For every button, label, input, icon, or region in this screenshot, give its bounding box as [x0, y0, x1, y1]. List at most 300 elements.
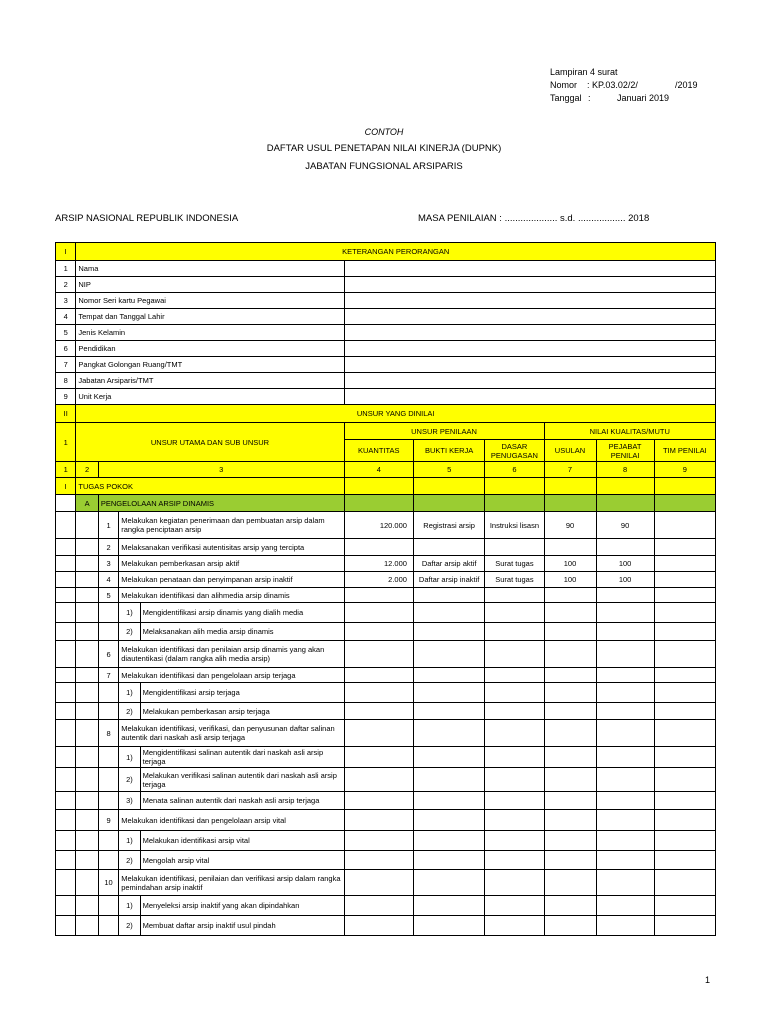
row-number: 1 — [56, 261, 76, 277]
empty-cell — [76, 720, 98, 747]
pejabat-value — [596, 683, 654, 703]
usulan-value — [544, 703, 596, 720]
personal-field-value — [344, 341, 715, 357]
tugas-label: TUGAS POKOK — [76, 478, 344, 495]
pejabat-value — [596, 768, 654, 792]
usulan-value — [544, 747, 596, 768]
sub-item-number: 1) — [119, 747, 140, 768]
usulan-value — [544, 810, 596, 831]
empty-cell — [56, 623, 76, 641]
sub-item-number: 1) — [119, 831, 140, 851]
empty-cell — [56, 810, 76, 831]
dasar-penugasan-value: Surat tugas — [485, 572, 544, 588]
kuantitas-value — [344, 747, 413, 768]
personal-field-label: Nama — [76, 261, 344, 277]
item-description: Melakukan identifikasi dan alihmedia arsip dinamis — [119, 588, 344, 603]
personal-info-row — [56, 293, 716, 309]
item-description: Melakukan identifikasi, verifikasi, dan penyusunan daftar salinan autentik dari naskah asli arsip terjaga — [119, 720, 344, 747]
column-number-row — [56, 462, 716, 478]
empty-cell — [76, 916, 98, 936]
row-number: 7 — [56, 357, 76, 373]
row-number: 8 — [56, 373, 76, 389]
personal-field-value — [344, 293, 715, 309]
nomor-value: : KP.03.02/2/ — [587, 80, 638, 90]
item-number: 10 — [98, 870, 118, 896]
usulan-value — [544, 792, 596, 810]
usulan-value — [544, 588, 596, 603]
empty-cell — [76, 683, 98, 703]
dupnk-table — [55, 242, 716, 936]
pejabat-value: 100 — [596, 572, 654, 588]
pejabat-value — [596, 641, 654, 668]
empty-cell — [76, 588, 98, 603]
tim-penilai-value — [654, 588, 715, 603]
item-description: Melakukan pemberkasan arsip aktif — [119, 556, 344, 572]
tim-penilai-value — [654, 668, 715, 683]
empty-cell — [56, 703, 76, 720]
empty-cell — [344, 495, 413, 512]
tim-penilai-value — [654, 572, 715, 588]
empty-cell — [98, 831, 118, 851]
tim-penilai-value — [654, 720, 715, 747]
item-row — [56, 792, 716, 810]
sub-item-number: 1) — [119, 896, 140, 916]
item-number: 4 — [98, 572, 118, 588]
unsur-penilaan-header: UNSUR PENILAAN — [344, 423, 544, 440]
bukti-kerja-value — [413, 870, 484, 896]
kuantitas-value — [344, 870, 413, 896]
empty-cell — [56, 831, 76, 851]
usulan-value — [544, 870, 596, 896]
personal-field-label: Jabatan Arsiparis/TMT — [76, 373, 344, 389]
empty-cell — [76, 512, 98, 539]
col-num: 2 — [76, 462, 98, 478]
masa-penilaian: MASA PENILAIAN : .................... s.d. .................. 2018 — [418, 213, 650, 224]
bukti-kerja-value: Daftar arsip inaktif — [413, 572, 484, 588]
col-usulan-header: USULAN — [544, 440, 596, 462]
usulan-value — [544, 641, 596, 668]
item-row — [56, 831, 716, 851]
bukti-kerja-value — [413, 831, 484, 851]
empty-cell — [485, 478, 544, 495]
personal-info-row — [56, 261, 716, 277]
kuantitas-value: 2.000 — [344, 572, 413, 588]
section-1-header — [56, 243, 716, 261]
tim-penilai-value — [654, 703, 715, 720]
item-description: Melakukan identifikasi, penilaian dan verifikasi arsip dalam rangka pemindahan arsip inaktif — [119, 870, 344, 896]
empty-cell — [56, 603, 76, 623]
sub-item-description: Mengolah arsip vital — [140, 851, 344, 870]
usulan-value — [544, 623, 596, 641]
usulan-value — [544, 683, 596, 703]
personal-field-label: Pangkat Golongan Ruang/TMT — [76, 357, 344, 373]
empty-cell — [56, 720, 76, 747]
empty-cell — [56, 572, 76, 588]
column-header-row-1 — [56, 423, 716, 440]
empty-cell — [413, 478, 484, 495]
usulan-value — [544, 851, 596, 870]
empty-cell — [485, 495, 544, 512]
bukti-kerja-value — [413, 668, 484, 683]
empty-cell — [56, 683, 76, 703]
empty-cell — [76, 668, 98, 683]
sub-item-description: Mengidentifikasi arsip dinamis yang dialih media — [140, 603, 344, 623]
empty-cell — [98, 747, 118, 768]
section-1-num: I — [56, 243, 76, 261]
col-no-header: 1 — [56, 423, 76, 462]
empty-cell — [56, 588, 76, 603]
dasar-penugasan-value — [485, 870, 544, 896]
kuantitas-value — [344, 810, 413, 831]
empty-cell — [56, 851, 76, 870]
personal-field-label: Tempat dan Tanggal Lahir — [76, 309, 344, 325]
personal-info-row — [56, 389, 716, 405]
pejabat-value — [596, 623, 654, 641]
bukti-kerja-value — [413, 851, 484, 870]
bukti-kerja-value — [413, 810, 484, 831]
page-title: DAFTAR USUL PENETAPAN NILAI KINERJA (DUPNK) — [266, 143, 502, 154]
empty-cell — [76, 870, 98, 896]
dasar-penugasan-value — [485, 768, 544, 792]
kuantitas-value — [344, 668, 413, 683]
kuantitas-value — [344, 720, 413, 747]
empty-cell — [98, 851, 118, 870]
col-unsur-header: UNSUR UTAMA DAN SUB UNSUR — [76, 423, 344, 462]
item-number: 2 — [98, 539, 118, 556]
dasar-penugasan-value — [485, 747, 544, 768]
empty-cell — [98, 683, 118, 703]
dasar-penugasan-value — [485, 916, 544, 936]
nomor-year: /2019 — [675, 80, 698, 90]
col-kuantitas-header: KUANTITAS — [344, 440, 413, 462]
kuantitas-value — [344, 792, 413, 810]
kuantitas-value: 120.000 — [344, 512, 413, 539]
item-description: Melakukan identifikasi dan pengelolaan arsip vital — [119, 810, 344, 831]
col-num: 5 — [413, 462, 484, 478]
row-number: 2 — [56, 277, 76, 293]
personal-info-row — [56, 357, 716, 373]
sub-item-description: Melakukan pemberkasan arsip terjaga — [140, 703, 344, 720]
sub-item-description: Mengidentifikasi salinan autentik dari naskah asli arsip terjaga — [140, 747, 344, 768]
empty-cell — [413, 495, 484, 512]
tim-penilai-value — [654, 896, 715, 916]
item-row — [56, 603, 716, 623]
item-number: 3 — [98, 556, 118, 572]
tim-penilai-value — [654, 810, 715, 831]
empty-cell — [98, 768, 118, 792]
empty-cell — [98, 703, 118, 720]
sub-item-number: 2) — [119, 703, 140, 720]
pejabat-value — [596, 851, 654, 870]
tim-penilai-value — [654, 623, 715, 641]
dasar-penugasan-value: Instruksi lisasn — [485, 512, 544, 539]
bukti-kerja-value — [413, 588, 484, 603]
sub-item-description: Menata salinan autentik dari naskah asli arsip terjaga — [140, 792, 344, 810]
personal-info-row — [56, 277, 716, 293]
item-row — [56, 588, 716, 603]
dasar-penugasan-value — [485, 896, 544, 916]
empty-cell — [76, 539, 98, 556]
tim-penilai-value — [654, 851, 715, 870]
item-row — [56, 539, 716, 556]
personal-field-value — [344, 357, 715, 373]
empty-cell — [76, 896, 98, 916]
empty-cell — [76, 572, 98, 588]
kuantitas-value — [344, 831, 413, 851]
empty-cell — [98, 603, 118, 623]
col-num: 1 — [56, 462, 76, 478]
sub-item-number: 1) — [119, 683, 140, 703]
empty-cell — [56, 495, 76, 512]
pejabat-value — [596, 896, 654, 916]
kuantitas-value — [344, 768, 413, 792]
item-row — [56, 683, 716, 703]
empty-cell — [76, 831, 98, 851]
page-number: 1 — [705, 975, 711, 985]
pejabat-value — [596, 603, 654, 623]
section-2-title: UNSUR YANG DINILAI — [76, 405, 716, 423]
personal-field-value — [344, 261, 715, 277]
row-number: 5 — [56, 325, 76, 341]
empty-cell — [76, 603, 98, 623]
empty-cell — [76, 703, 98, 720]
bukti-kerja-value — [413, 896, 484, 916]
pejabat-value: 100 — [596, 556, 654, 572]
kuantitas-value — [344, 896, 413, 916]
usulan-value — [544, 603, 596, 623]
tanggal-sep: : — [588, 93, 591, 103]
empty-cell — [544, 495, 596, 512]
empty-cell — [596, 478, 654, 495]
empty-cell — [344, 478, 413, 495]
bukti-kerja-value — [413, 623, 484, 641]
tanggal-value: Januari 2019 — [617, 93, 670, 103]
pejabat-value — [596, 703, 654, 720]
empty-cell — [56, 668, 76, 683]
tim-penilai-value — [654, 556, 715, 572]
kuantitas-value — [344, 703, 413, 720]
item-description: Melakukan identifikasi dan pengelolaan arsip terjaga — [119, 668, 344, 683]
usulan-value — [544, 916, 596, 936]
sub-item-number: 2) — [119, 623, 140, 641]
usulan-value — [544, 720, 596, 747]
col-num: 7 — [544, 462, 596, 478]
row-number: 9 — [56, 389, 76, 405]
lampiran-text: Lampiran 4 surat — [550, 67, 618, 77]
empty-cell — [56, 539, 76, 556]
bukti-kerja-value: Registrasi arsip — [413, 512, 484, 539]
dasar-penugasan-value — [485, 683, 544, 703]
nilai-kualitas-header: NILAI KUALITAS/MUTU — [544, 423, 716, 440]
tim-penilai-value — [654, 831, 715, 851]
dasar-penugasan-value — [485, 810, 544, 831]
col-bukti-header: BUKTI KERJA — [413, 440, 484, 462]
item-row — [56, 916, 716, 936]
pejabat-value — [596, 870, 654, 896]
usulan-value — [544, 768, 596, 792]
tim-penilai-value — [654, 768, 715, 792]
section-2-num: II — [56, 405, 76, 423]
empty-cell — [56, 641, 76, 668]
bukti-kerja-value: Daftar arsip aktif — [413, 556, 484, 572]
item-description: Melakukan identifikasi dan penilaian arsip dinamis yang akan diautentikasi (dalam rangka alih media arsip) — [119, 641, 344, 668]
tim-penilai-value — [654, 683, 715, 703]
personal-info-row — [56, 341, 716, 357]
bukti-kerja-value — [413, 720, 484, 747]
personal-field-value — [344, 277, 715, 293]
nomor-label: Nomor — [550, 80, 578, 90]
dasar-penugasan-value: Surat tugas — [485, 556, 544, 572]
item-row — [56, 703, 716, 720]
personal-field-value — [344, 389, 715, 405]
dasar-penugasan-value — [485, 603, 544, 623]
sub-item-description: Mengidentifikasi arsip terjaga — [140, 683, 344, 703]
sub-item-number: 3) — [119, 792, 140, 810]
personal-field-value — [344, 309, 715, 325]
personal-info-row — [56, 325, 716, 341]
pejabat-value — [596, 747, 654, 768]
dasar-penugasan-value — [485, 851, 544, 870]
item-row — [56, 512, 716, 539]
row-number: 6 — [56, 341, 76, 357]
sub-a-num: A — [76, 495, 98, 512]
page-subtitle: JABATAN FUNGSIONAL ARSIPARIS — [305, 161, 463, 172]
item-description: Melakukan kegiatan penerimaan dan pembuatan arsip dalam rangka penciptaan arsip — [119, 512, 344, 539]
empty-cell — [98, 896, 118, 916]
item-number: 7 — [98, 668, 118, 683]
col-dasar-header: DASAR PENUGASAN — [485, 440, 544, 462]
pejabat-value — [596, 539, 654, 556]
personal-info-row — [56, 373, 716, 389]
empty-cell — [596, 495, 654, 512]
kuantitas-value — [344, 623, 413, 641]
tugas-pokok-row — [56, 478, 716, 495]
usulan-value — [544, 539, 596, 556]
personal-field-value — [344, 325, 715, 341]
item-row — [56, 641, 716, 668]
bukti-kerja-value — [413, 539, 484, 556]
dasar-penugasan-value — [485, 831, 544, 851]
personal-info-row — [56, 309, 716, 325]
col-num: 9 — [654, 462, 715, 478]
col-num: 6 — [485, 462, 544, 478]
empty-cell — [76, 792, 98, 810]
tim-penilai-value — [654, 916, 715, 936]
dasar-penugasan-value — [485, 668, 544, 683]
tim-penilai-value — [654, 747, 715, 768]
organization-name: ARSIP NASIONAL REPUBLIK INDONESIA — [55, 213, 239, 224]
sub-item-description: Menyeleksi arsip inaktif yang akan dipindahkan — [140, 896, 344, 916]
bukti-kerja-value — [413, 792, 484, 810]
usulan-value: 90 — [544, 512, 596, 539]
pejabat-value — [596, 792, 654, 810]
bukti-kerja-value — [413, 603, 484, 623]
item-row — [56, 623, 716, 641]
personal-field-label: Pendidikan — [76, 341, 344, 357]
item-row — [56, 768, 716, 792]
tim-penilai-value — [654, 603, 715, 623]
usulan-value: 100 — [544, 556, 596, 572]
dasar-penugasan-value — [485, 792, 544, 810]
pejabat-value — [596, 588, 654, 603]
empty-cell — [544, 478, 596, 495]
pejabat-value: 90 — [596, 512, 654, 539]
dasar-penugasan-value — [485, 720, 544, 747]
empty-cell — [654, 478, 715, 495]
sub-unsur-a-row — [56, 495, 716, 512]
item-row — [56, 556, 716, 572]
col-tim-header: TIM PENILAI — [654, 440, 715, 462]
row-number: 3 — [56, 293, 76, 309]
usulan-value — [544, 831, 596, 851]
empty-cell — [98, 792, 118, 810]
sub-item-description: Melakukan identifikasi arsip vital — [140, 831, 344, 851]
item-row — [56, 870, 716, 896]
pejabat-value — [596, 831, 654, 851]
kuantitas-value: 12.000 — [344, 556, 413, 572]
personal-field-label: Unit Kerja — [76, 389, 344, 405]
personal-field-value — [344, 373, 715, 389]
tanggal-label: Tanggal — [550, 93, 582, 103]
col-num: 3 — [98, 462, 344, 478]
pejabat-value — [596, 668, 654, 683]
kuantitas-value — [344, 641, 413, 668]
item-number: 1 — [98, 512, 118, 539]
personal-field-label: Jenis Kelamin — [76, 325, 344, 341]
bukti-kerja-value — [413, 641, 484, 668]
tim-penilai-value — [654, 792, 715, 810]
col-num: 8 — [596, 462, 654, 478]
tim-penilai-value — [654, 512, 715, 539]
empty-cell — [76, 641, 98, 668]
row-number: 4 — [56, 309, 76, 325]
empty-cell — [76, 851, 98, 870]
col-num: 4 — [344, 462, 413, 478]
empty-cell — [56, 792, 76, 810]
sub-item-number: 2) — [119, 768, 140, 792]
empty-cell — [76, 810, 98, 831]
empty-cell — [56, 747, 76, 768]
section-1-title: KETERANGAN PERORANGAN — [76, 243, 716, 261]
tim-penilai-value — [654, 539, 715, 556]
item-description: Melakukan penataan dan penyimpanan arsip inaktif — [119, 572, 344, 588]
dasar-penugasan-value — [485, 539, 544, 556]
empty-cell — [56, 768, 76, 792]
item-number: 8 — [98, 720, 118, 747]
empty-cell — [56, 896, 76, 916]
empty-cell — [98, 623, 118, 641]
kuantitas-value — [344, 683, 413, 703]
tim-penilai-value — [654, 870, 715, 896]
sub-item-description: Membuat daftar arsip inaktif usul pindah — [140, 916, 344, 936]
empty-cell — [76, 623, 98, 641]
item-number: 9 — [98, 810, 118, 831]
sub-a-label: PENGELOLAAN ARSIP DINAMIS — [98, 495, 344, 512]
dasar-penugasan-value — [485, 703, 544, 720]
bukti-kerja-value — [413, 916, 484, 936]
sub-item-number: 2) — [119, 916, 140, 936]
item-row — [56, 747, 716, 768]
dasar-penugasan-value — [485, 623, 544, 641]
item-row — [56, 896, 716, 916]
col-pejabat-header: PEJABAT PENILAI — [596, 440, 654, 462]
tim-penilai-value — [654, 641, 715, 668]
personal-field-label: NIP — [76, 277, 344, 293]
item-row — [56, 668, 716, 683]
item-description: Melaksanakan verifikasi autentisitas arsip yang tercipta — [119, 539, 344, 556]
pejabat-value — [596, 720, 654, 747]
empty-cell — [56, 916, 76, 936]
